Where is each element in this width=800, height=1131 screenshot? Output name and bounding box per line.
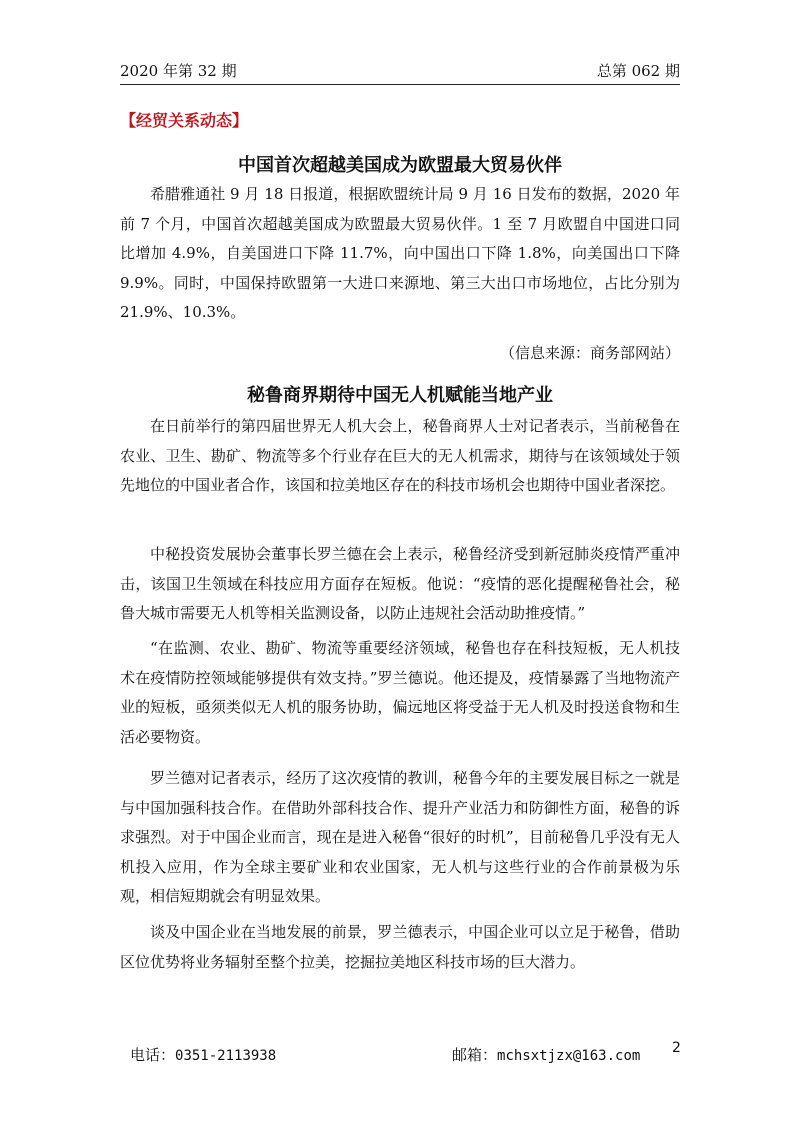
article1-source: （信息来源：商务部网站）: [499, 344, 680, 362]
article2-paragraph-5: 谈及中国企业在当地发展的前景，罗兰德表示，中国企业可以立足于秘鲁，借助区位优势将业务辐射至整个拉美，挖掘拉美地区科技市场的巨大潜力。: [120, 923, 680, 971]
issue-number: 2020 年第 32 期: [120, 62, 237, 80]
article1-title: 中国首次超越美国成为欧盟最大贸易伙伴: [238, 155, 562, 176]
article2-paragraph-2: 中秘投资发展协会董事长罗兰德在会上表示，秘鲁经济受到新冠肺炎疫情严重冲击，该国卫生领域在科技应用方面存在短板。他说：“疫情的恶化提醒秘鲁社会，秘鲁大城市需要无人机等相关监测设备，以防止违规社会活动助推疫情。”: [120, 545, 680, 622]
article2-paragraph-1: 在日前举行的第四届世界无人机大会上，秘鲁商界人士对记者表示，当前秘鲁在农业、卫生、勘矿、物流等多个行业存在巨大的无人机需求，期待与在该领域处于领先地位的中国业者合作，该国和拉美地区存在的科技市场机会也期待中国业者深挖。: [120, 417, 680, 494]
page-number: 2: [672, 1040, 681, 1056]
footer-phone: [130, 1044, 276, 1065]
article2-paragraph-3: “在监测、农业、勘矿、物流等重要经济领域，秘鲁也存在科技短板，无人机技术在疫情防控领域能够提供有效支持。”罗兰德说。他还提及，疫情暴露了当地物流产业的短板，亟须类似无人机的服务协助，偏远地区将受益于无人机及时投送食物和生活必要物资。: [120, 639, 680, 746]
article2-paragraph-4: 罗兰德对记者表示，经历了这次疫情的教训，秘鲁今年的主要发展目标之一就是与中国加强科技合作。在借助外部科技合作、提升产业活力和防御性方面，秘鲁的诉求强烈。对于中国企业而言，现在是进入秘鲁“很好的时机”，目前秘鲁几乎没有无人机投入应用，作为全球主要矿业和农业国家，无人机与这些行业的合作前景极为乐观，相信短期就会有明显效果。: [120, 769, 680, 905]
phone-number: 0351-2113938: [175, 1048, 277, 1064]
email-address: mchsxtjzx@163.com: [497, 1048, 641, 1064]
footer-email: [452, 1044, 640, 1065]
total-issue-number: 总第 062 期: [596, 62, 680, 80]
section-tag: 【经贸关系动态】: [120, 111, 249, 130]
article1-body: 希腊雅通社 9 月 18 日报道，根据欧盟统计局 9 月 16 日发布的数据，2020 年前 7 个月，中国首次超越美国成为欧盟最大贸易伙伴。1 至 7 月欧盟自中国进口同比增加 4.9%，自美国进口下降 11.7%，向中国出口下降 1.8%，向美国出口下降 9.9%。同时，中国保持欧盟第一大进口来源地、第三大出口市场地位，占比分别为 21.9%、10.3%。: [120, 185, 680, 321]
phone-label: 电话：: [130, 1046, 176, 1064]
email-label: 邮箱：: [452, 1046, 498, 1064]
article2-title: 秘鲁商界期待中国无人机赋能当地产业: [247, 385, 553, 406]
page-header: [120, 58, 680, 85]
